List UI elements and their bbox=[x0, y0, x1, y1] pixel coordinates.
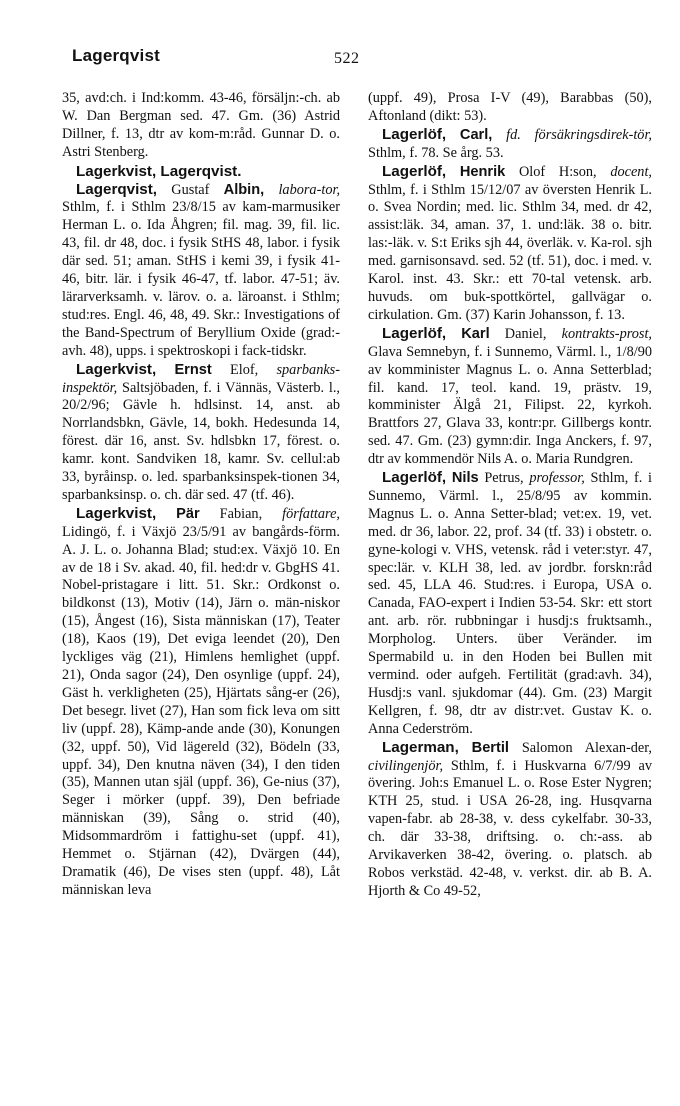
entry-occupation: docent, bbox=[610, 163, 652, 180]
entry-body: Sthlm, f. i Sunnemo, Värml. l., 25/8/95 av kommin. Magnus L. o. Anna Setter-blad; vet:ex. 19, vet. med. dr 36, labor. 22, prof. 34 (tf. 33) i obstetr. o. gyne-kologi v. VHS, vetensk. råd i veter:styr. 47, spec:lär. v. KLH 38, led. av jordbr. forskn:råd sed. 45, LLA 46. Stud:res. i Europa, USA o. Canada, FAO-expert i Indien 53-54. Skr: ett stort ant. arb. rör. rubbningar i husdj:s fruktsamh., Morpholog. Unters. über Veränder. im Spermabild u. in den Hoden bei Bullen mit vermind. oder aufgeh. Fertilität (grad:avh. 34), Husdj:s vanl. sjukdomar (44). Gm. (23) Margit Kellgren, f. 98, dtr av distr:vet. Gustav K. o. Anna Cederström. bbox=[368, 470, 652, 737]
entry bbox=[368, 163, 652, 325]
entry bbox=[368, 469, 652, 739]
left-column bbox=[62, 90, 340, 900]
entry-given-name-bold: Karl bbox=[461, 325, 490, 342]
entry-occupation: författare, bbox=[282, 505, 340, 522]
entry-surname: Lagerlöf, bbox=[382, 469, 447, 487]
entry-occupation: kontrakts-prost, bbox=[561, 325, 653, 342]
entry-body: Sthlm, f. i Huskvarna 6/7/99 av övering. Joh:s Emanuel L. o. Rose Ester Nygren; KTH 25, stud. i USA 26-28, ing. Husqvarna vapen-fabr. ab 28-38, v. dess cykelfabr. 30-33, ch. där 33-38, driftsing. o. ch:-ass. ab Arvikaverken 38-42, övering. o. platsch. ab Robos verkstäd. 42-48, v. verkst. dir. ab B. A. Hjorth & Co 49-52, bbox=[368, 757, 652, 899]
continuation-text: 35, avd:ch. i Ind:komm. 43-46, försäljn:-ch. ab W. Dan Bergman sed. 47. Gm. (36) Astrid Dillner, f. 13, dtr av kom-m:råd. Gunnar D. o. Astri Stenberg. bbox=[62, 90, 340, 160]
entry-given-name: Gustaf bbox=[171, 181, 210, 198]
entry-given-name-bold: Henrik bbox=[459, 163, 506, 180]
entry-surname: Lagerman, bbox=[382, 738, 459, 756]
entry-body: Lidingö, f. i Växjö 23/5/91 av bangårds-förm. A. J. L. o. Johanna Blad; stud:ex. Växjö 10. En av de 18 i Sv. akad. 40, fil. hed:dr v. GbgHS 41. Nobel-pristagare i litt. 51. Skr.: Ordkonst o. bildkonst (13), Motiv (14), Järn o. män-niskor (15), Ångest (16), Sista människan (17), Teater (18), Kaos (19), Det eviga leendet (20), Den lyckliges väg (21), Himlens hemlighet (uppf. 21), Onda sagor (24), Den osynlige (uppf. 24), Gäst h. verkligheten (25), Hjärtats sång-er (26), Det besegr. livet (27), Han som fick leva om sitt liv (uppf. 28), Kämp-ande ande (30), Konungen (32, uppf. 50), Vid lägereld (32), Bödeln (33, uppf. 34), Den knutna näven (34), I den tiden (35), Mannen utan själ (uppf. 36), Ge-nius (37), Seger i mörker (uppf. 39), Den befriade människan (39), Sång o. strid (40), Midsommardröm i fattighu-set (uppf. 41), Hemmet o. Stjärnan (42), Dvärgen (44), Dramatik (46), De vises sten (uppf. 48), Låt människan leva bbox=[62, 523, 340, 898]
entry-body: Glava Semnebyn, f. i Sunnemo, Värml. l., 1/8/90 av komminister Magnus L. o. Anna Setterblad; fil. kand. 17, teol. kand. 19, prästv. 19, komminister Älgå 21, Filipst. 22, kyrkoh. Brattfors 27, Glava 33, kontr:pr. Gillbergs kontr. sed. 47. Gm. (23) gymn:dir. Inga Anckers, f. 97, dtr av kommendör Nils A. o. Maria Rundgren. bbox=[368, 343, 652, 468]
entry-body: Saltsjöbaden, f. i Vännäs, Västerb. l., 20/2/96; Gävle h. hdlsinst. 14, anst. ab Norrlandsbkn, Gävle, 14, bokh. Hedesunda 14, förest. där 16, anst. Sv. hdlsbkn 17, förest. o. kamr. kont. Sandviken 18, kamr. Sv. cellul:ab 33, byråinsp. o. led. sparbanksinspek-tionen 34, sparbanksinsp. o. ch. där sed. 47 (tf. 46). bbox=[62, 379, 340, 503]
running-head-word: Lagerqvist bbox=[72, 46, 160, 65]
entry-surname: Lagerkvist, bbox=[76, 504, 157, 522]
entry-surname: Lagerqvist, bbox=[76, 180, 158, 198]
entry-given-name-bold: Albin, bbox=[223, 181, 265, 198]
entry-given-name-bold: Bertil bbox=[471, 739, 509, 756]
cross-reference: Lagerkvist, Lagerqvist. bbox=[76, 162, 242, 180]
entry bbox=[368, 325, 652, 469]
entry-occupation: labora-tor, bbox=[278, 181, 341, 198]
continuation-text: (uppf. 49), Prosa I-V (49), Barabbas (50), Aftonland (dikt: 53). bbox=[368, 90, 652, 124]
entry-given-name-bold: Ernst bbox=[174, 361, 212, 378]
entry-given-name-bold: Carl, bbox=[459, 126, 493, 143]
page-number: 522 bbox=[334, 50, 360, 67]
entry-surname: Lagerlöf, bbox=[382, 162, 447, 180]
entry bbox=[62, 505, 340, 900]
entry-given-name: Fabian, bbox=[219, 505, 263, 522]
entry-occupation: professor, bbox=[529, 470, 585, 487]
running-head bbox=[72, 46, 622, 70]
entry-given-name: Salomon Alexan-der, bbox=[521, 739, 652, 756]
entry-body: Sthlm, f. i Sthlm 23/8/15 av kam-marmusiker Herman L. o. Ida Åhgren; fil. mag. 39, fil. lic. 43, fil. dr 48, doc. i fysik StHS 48, labor. i fysik där sed. 51; aman. StHS i kemi 39, i fysik 41-46, bitr. lär. i fysik 46-47, tf. labor. 47-51; äv. lärarverksamh. v. lärov. o. a. läroanst. i Sthlm; stud:res. Engl. 46, 48, 49. Skr.: Investigations of the Band-Spectrum of Beryllium Oxide (grad:-avh. 48), upps. i spektroskopi i fack-tidskr. bbox=[62, 199, 340, 359]
entry-surname: Lagerkvist, bbox=[76, 360, 157, 378]
entry bbox=[368, 126, 652, 163]
entry-given-name: Daniel, bbox=[504, 325, 547, 342]
entry-occupation: civilingenjör, bbox=[368, 757, 444, 774]
entry-occupation: fd. försäkringsdirek-tör, bbox=[506, 126, 652, 143]
entry bbox=[368, 739, 652, 901]
entry bbox=[62, 181, 340, 361]
entry-occupation: sparbanks-inspektör, bbox=[62, 361, 341, 396]
entry-given-name-bold: Pär bbox=[176, 505, 200, 522]
entry-body: Sthlm, f. i Sthlm 15/12/07 av översten Henrik L. o. Svea Nordin; med. lic. Sthlm 34, med. dr 42, assist:läk. 34, aman. 37, 1. und:läk. 38 o. bitr. las:-läk. v. S:t Eriks sjh 44, överläk. v. Ka-rol. sjh med. garnisonsavd. sed. 52 (tf. 51), doc. i med. v. Karol. inst. 43. Skr.: ett 70-tal vetensk. arb. huvuds. om buk-spottkörtel, gallvägar o. cirkulation. Gm. (37) Karin Johansson, f. 13. bbox=[368, 181, 652, 323]
entry-given-name: Olof H:son, bbox=[518, 163, 597, 180]
entry-given-name-bold: Nils bbox=[451, 470, 479, 487]
entry-given-name: Elof, bbox=[230, 361, 259, 378]
right-column bbox=[368, 90, 652, 901]
entry-body: Sthlm, f. 78. Se årg. 53. bbox=[368, 144, 504, 161]
entry-given-name: Petrus, bbox=[484, 470, 524, 487]
entry-surname: Lagerlöf, bbox=[382, 125, 447, 143]
entry bbox=[62, 361, 340, 505]
entry-surname: Lagerlöf, bbox=[382, 324, 447, 342]
